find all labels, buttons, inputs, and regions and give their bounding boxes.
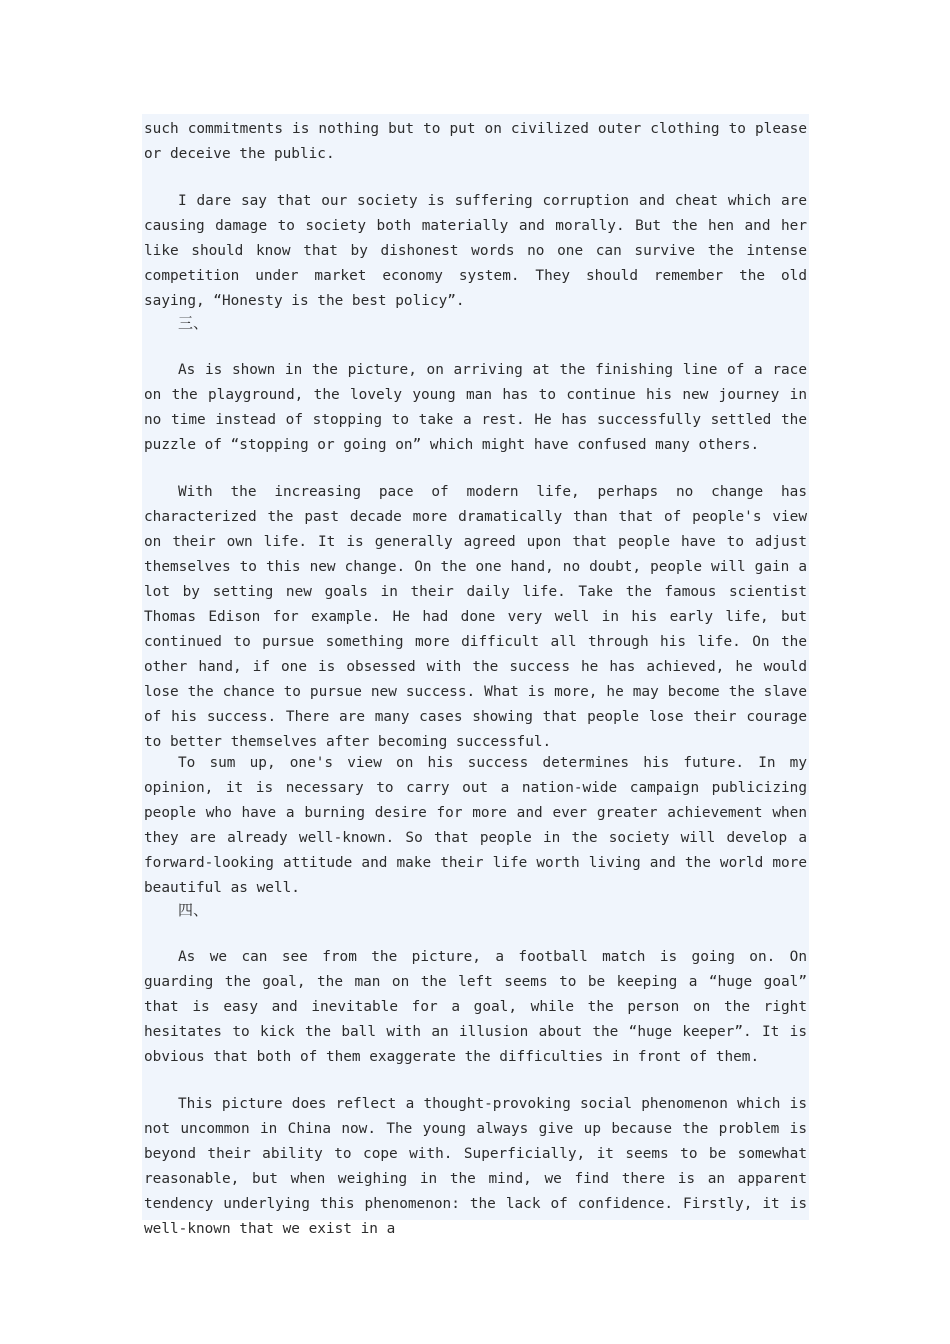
section-heading-four: 四、 bbox=[178, 901, 209, 919]
section-heading-three: 三、 bbox=[178, 314, 209, 332]
paragraph-honesty: I dare say that our society is suffering corruption and cheat which are causing damage to society both materially and morally. But the hen and her like should know that by dishonest words no one can survive the intense competition under market economy system. They should remember the old saying, “Honesty is the best policy”. bbox=[144, 193, 807, 309]
paragraph-race-picture: As is shown in the picture, on arriving at the finishing line of a race on the playground, the lovely young man has to continue his new journey in no time instead of stopping to take a rest. He has successfully settled the puzzle of “stopping or going on” which might have confused many others. bbox=[144, 362, 807, 453]
text-body bbox=[142, 114, 809, 1237]
paragraph-social-phenomenon: This picture does reflect a thought-provoking social phenomenon which is not uncommon in China now. The young always give up because the problem is beyond their ability to cope with. Superficially, it seems to be somewhat reasonable, but when weighing in the mind, we find there is an apparent tendency underlying this phenomenon: the lack of confidence. Firstly, it is well-known that we exist in a bbox=[144, 1096, 807, 1237]
paragraph-commitments: such commitments is nothing but to put on civilized outer clothing to please or deceive the public. bbox=[144, 121, 807, 162]
paragraph-modern-life: With the increasing pace of modern life, perhaps no change has characterized the past decade more dramatically than that of people's view on their own life. It is generally agreed upon that people have to adjust themselves to this new change. On the one hand, no doubt, people will gain a lot by setting new goals in their daily life. Take the famous scientist Thomas Edison for example. He had done very well in his early life, but continued to pursue something more difficult all through his life. On the other hand, if one is obsessed with the success he has achieved, he would lose the chance to pursue new success. What is more, he may become the slave of his success. There are many cases showing that people lose their courage to better themselves after becoming successful. bbox=[144, 484, 807, 750]
paragraph-football-picture: As we can see from the picture, a football match is going on. On guarding the goal, the man on the left seems to be keeping a “huge goal” that is easy and inevitable for a goal, while the person on the right hesitates to kick the ball with an illusion about the “huge keeper”. It is obvious that both of them exaggerate the difficulties in front of them. bbox=[144, 949, 807, 1065]
paragraph-sum-up: To sum up, one's view on his success determines his future. In my opinion, it is necessary to carry out a nation-wide campaign publicizing people who have a burning desire for more and ever greater achievement when they are already well-known. So that people in the society will develop a forward-looking attitude and make their life worth living and the world more beautiful as well. bbox=[144, 755, 807, 896]
